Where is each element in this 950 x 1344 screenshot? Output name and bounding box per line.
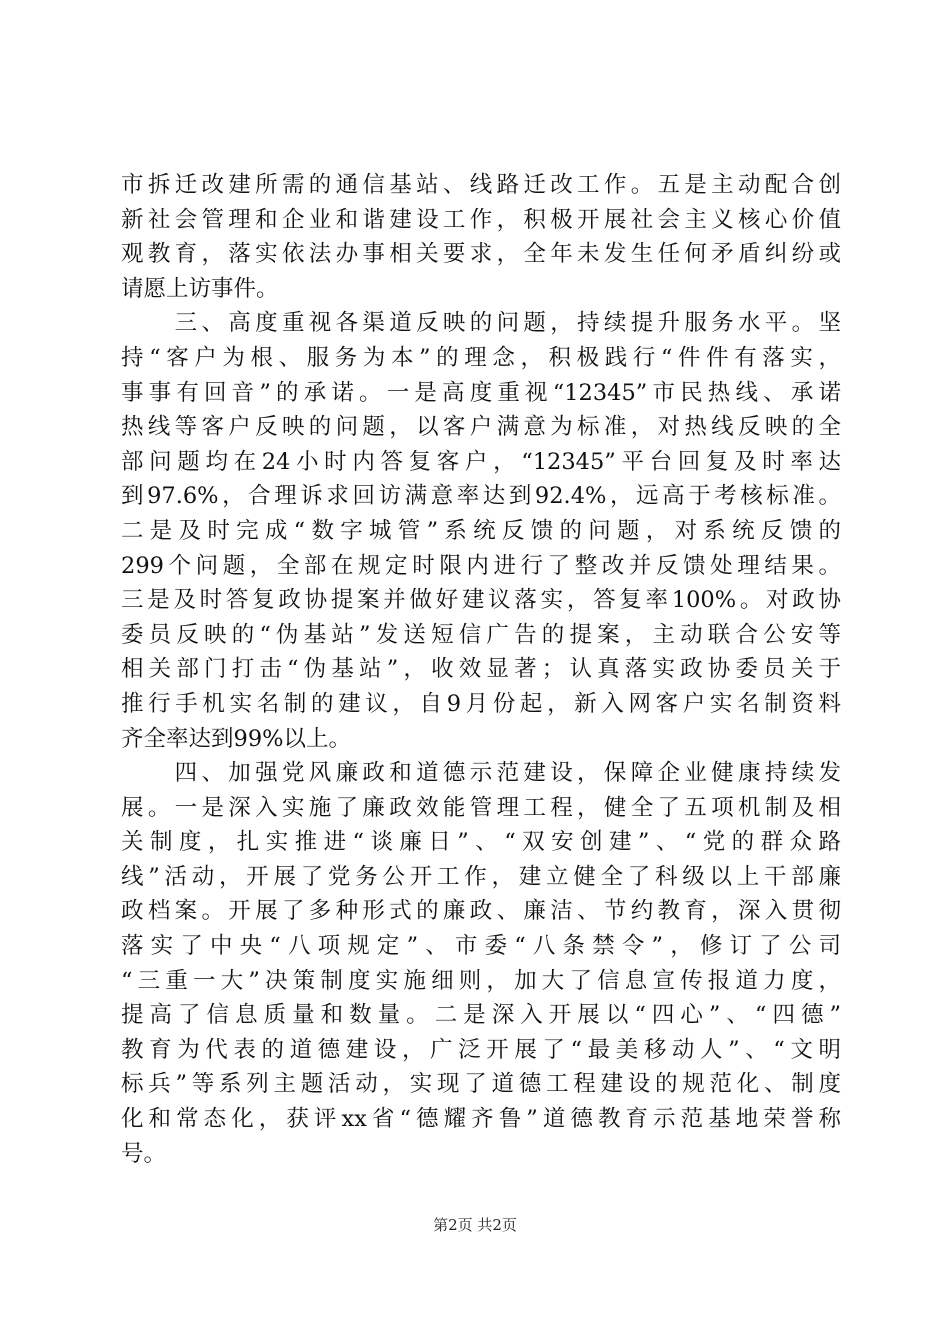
text-line: 线”活动，开展了党务公开工作，建立健全了科级以上干部廉 <box>121 863 841 890</box>
text-line: 市拆迁改建所需的通信基站、线路迁改工作。五是主动配合创 <box>121 172 841 198</box>
text-line: 三是及时答复政协提案并做好建议落实，答复率100%。对政协 <box>121 587 841 614</box>
text-line: 事事有回音”的承诺。一是高度重视“12345”市民热线、承诺 <box>121 379 841 406</box>
text-line: 齐全率达到99%以上。 <box>121 725 352 752</box>
text-line: 教育为代表的道德建设，广泛开展了“最美移动人”、“文明 <box>121 1036 841 1063</box>
text-line: 相关部门打击“伪基站”，收效显著；认真落实政协委员关于 <box>121 656 841 683</box>
text-line: 请愿上访事件。 <box>121 275 279 302</box>
text-line: 三、高度重视各渠道反映的问题，持续提升服务水平。坚 <box>121 310 841 337</box>
text-line: 热线等客户反映的问题，以客户满意为标准，对热线反映的全 <box>121 414 841 441</box>
text-line: 号。 <box>121 1140 167 1167</box>
text-line: 部问题均在24小时内答复客户，“12345”平台回复及时率达 <box>121 448 841 475</box>
text-line: 持“客户为根、服务为本”的理念，积极践行“件件有落实， <box>121 344 841 371</box>
page-footer: 第2页 共2页 <box>433 1216 517 1234</box>
text-line: 化和常态化，获评xx省“德耀齐鲁”道德教育示范基地荣誉称 <box>121 1106 841 1133</box>
text-line: 标兵”等系列主题活动，实现了道德工程建设的规范化、制度 <box>121 1071 841 1098</box>
body-text <box>121 168 841 1171</box>
text-line: 二是及时完成“数字城管”系统反馈的问题，对系统反馈的 <box>121 517 841 544</box>
text-line: 政档案。开展了多种形式的廉政、廉洁、节约教育，深入贯彻 <box>121 898 841 925</box>
text-line: 落实了中央“八项规定”、市委“八条禁令”，修订了公司 <box>121 933 841 960</box>
text-line: 推行手机实名制的建议，自9月份起，新入网客户实名制资料 <box>121 690 841 717</box>
text-line: 展。一是深入实施了廉政效能管理工程，健全了五项机制及相 <box>121 794 841 821</box>
text-line: “三重一大”决策制度实施细则，加大了信息宣传报道力度， <box>121 967 841 994</box>
text-line: 四、加强党风廉政和道德示范建设，保障企业健康持续发 <box>121 760 841 787</box>
text-line: 关制度，扎实推进“谈廉日”、“双安创建”、“党的群众路 <box>121 829 841 856</box>
text-line: 新社会管理和企业和谐建设工作，积极开展社会主义核心价值 <box>121 206 841 233</box>
text-line: 299个问题，全部在规定时限内进行了整改并反馈处理结果。 <box>121 552 841 579</box>
text-line: 观教育，落实依法办事相关要求，全年未发生任何矛盾纠纷或 <box>121 241 841 268</box>
text-line: 到97.6%，合理诉求回访满意率达到92.4%，远高于考核标准。 <box>121 483 841 510</box>
text-line: 提高了信息质量和数量。二是深入开展以“四心”、“四德” <box>121 1002 841 1029</box>
text-line: 委员反映的“伪基站”发送短信广告的提案，主动联合公安等 <box>121 621 841 648</box>
